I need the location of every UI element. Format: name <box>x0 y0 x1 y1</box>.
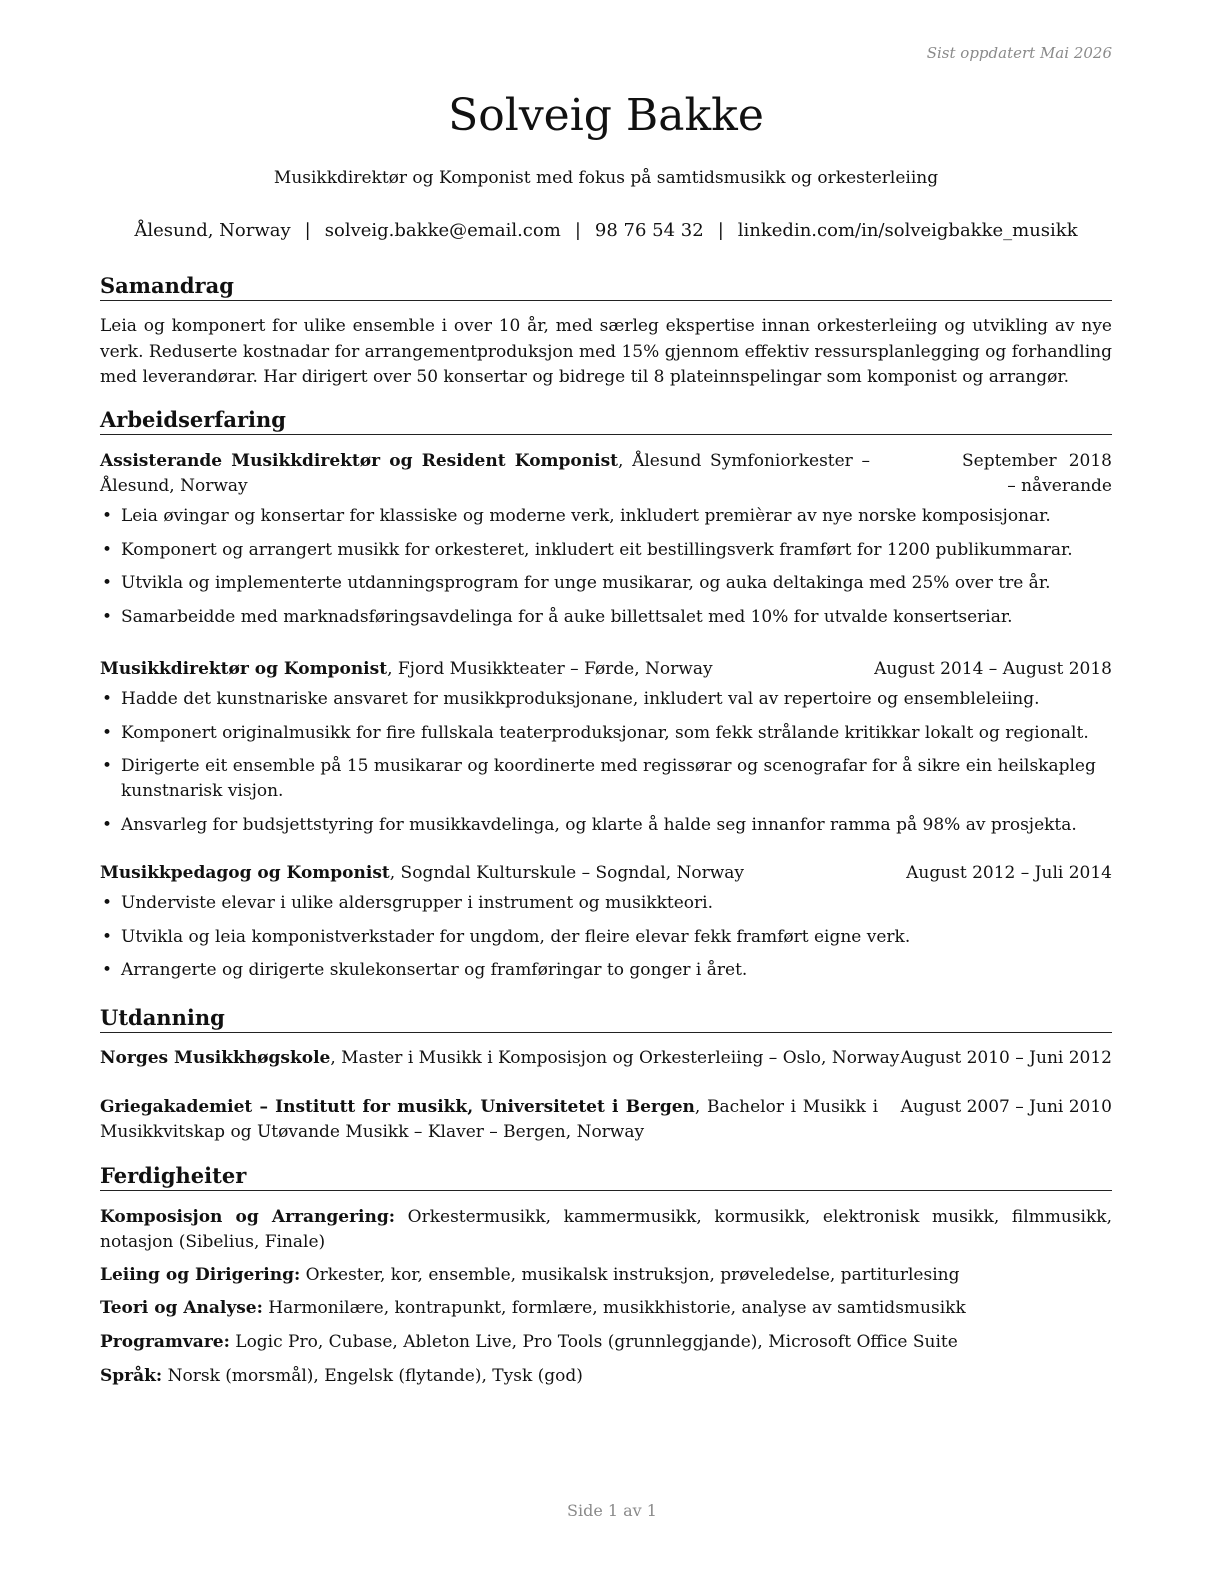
contact-line <box>100 218 1112 244</box>
education-line <box>100 1095 878 1145</box>
list-item: • Hadde det kunstnariske ansvaret for musikkproduksjonane, inkludert val av repertoire og ensembleleiing. <box>100 687 1112 712</box>
bullet-icon: • <box>102 756 113 776</box>
education-degree: , Bachelor i Musikk i Musikkvitskap og Utøvande Musikk – Klaver – Bergen, Norway <box>100 1097 878 1142</box>
page-number: Side 1 av 1 <box>567 1501 657 1520</box>
job-title-line <box>100 449 870 499</box>
bullet-icon: • <box>102 606 113 627</box>
job-role: Assisterande Musikkdirektør og Resident Komponist <box>100 451 618 471</box>
candidate-name: Solveig Bakke <box>448 90 764 141</box>
bullet-icon: • <box>102 689 113 709</box>
skill-value: Harmonilære, kontrapunkt, formlære, musikkhistorie, analyse av samtidsmusikk <box>262 1298 966 1318</box>
list-item: • Utvikla og implementerte utdanningsprogram for unge musikarar, og auka deltakinga med 25% over tre år. <box>100 571 1112 596</box>
job-bullets <box>100 891 1112 992</box>
job-bullets <box>100 687 1112 846</box>
education-degree: , Master i Musikk i Komposisjon og Orkesterleiing – Oslo, Norway <box>330 1048 900 1068</box>
list-item: • Ansvarleg for budsjettstyring for musikkavdelinga, og klarte å halde seg innanfor ramma på 98% av prosjekta. <box>100 813 1112 838</box>
education-dates: August 2010 – Juni 2012 <box>900 1048 1112 1068</box>
list-item: • Arrangerte og dirigerte skulekonsertar og framføringar to gonger i året. <box>100 958 1112 983</box>
job-title-line <box>100 657 713 682</box>
skill-label: Teori og Analyse: <box>100 1298 263 1318</box>
contact-location: Ålesund, Norway <box>134 220 291 241</box>
contact-separator: | <box>717 220 724 241</box>
contact-phone: 98 76 54 32 <box>594 220 704 241</box>
job-dates: August 2014 – August 2018 <box>874 659 1112 679</box>
list-item: • Komponert originalmusikk for fire fullskala teaterproduksjonar, som fekk strålande kritikkar lokalt og regionalt. <box>100 721 1112 746</box>
skill-label: Språk: <box>100 1366 163 1386</box>
contact-linkedin[interactable]: linkedin.com/in/solveigbakke_musikk <box>737 220 1078 241</box>
job-dates: September 2018 – nåverande <box>962 451 1112 496</box>
list-item: • Samarbeidde med marknadsføringsavdelinga for å auke billettsalet med 10% for utvalde konsertseriar. <box>100 605 1112 630</box>
job-employer: , Sogndal Kulturskule – Sogndal, Norway <box>389 863 745 883</box>
education-school: Norges Musikkhøgskole <box>100 1048 331 1068</box>
skill-row <box>100 1205 1112 1255</box>
contact-separator: | <box>574 220 581 241</box>
education-dates: August 2007 – Juni 2010 <box>900 1097 1112 1117</box>
contact-email[interactable]: solveig.bakke@email.com <box>324 220 561 241</box>
skill-value: Logic Pro, Cubase, Ableton Live, Pro Tools (grunnleggjande), Microsoft Office Suite <box>229 1332 958 1352</box>
job-employer: , Fjord Musikkteater – Førde, Norway <box>387 659 713 679</box>
list-item: • Komponert og arrangert musikk for orkesteret, inkludert eit bestillingsverk framført for 1200 publikummarar. <box>100 538 1112 563</box>
skill-label: Komposisjon og Arrangering: <box>100 1207 396 1227</box>
section-title-summary: Samandrag <box>100 272 1112 301</box>
bullet-icon: • <box>102 722 113 743</box>
list-item: • Leia øvingar og konsertar for klassiske og moderne verk, inkludert premièrar av nye norske komposisjonar. <box>100 504 1112 529</box>
skill-row <box>100 1296 1112 1321</box>
job-title-line <box>100 861 744 886</box>
skill-row <box>100 1330 1112 1355</box>
contact-separator: | <box>304 220 311 241</box>
skill-row <box>100 1263 1112 1288</box>
job-role: Musikkdirektør og Komponist <box>100 659 388 679</box>
job-header <box>100 657 1112 682</box>
bullet-icon: • <box>102 960 113 980</box>
education-school: Griegakademiet – Institutt for musikk, Universitetet i Bergen <box>100 1097 695 1117</box>
job-header <box>100 449 1112 499</box>
job-employer: , Ålesund Symfoniorkester – Ålesund, Norway <box>100 451 870 496</box>
skill-value: Orkestermusikk, kammermusikk, kormusikk, elektronisk musikk, filmmusikk, notasjon (Sibelius, Finale) <box>100 1207 1112 1252</box>
list-item: • Dirigerte eit ensemble på 15 musikarar og koordinerte med regissørar og scenografar for å sikre ein heilskapleg kunstnarisk visjon. <box>102 756 1096 801</box>
skill-label: Leiing og Dirigering: <box>100 1265 301 1285</box>
skill-row <box>100 1364 1112 1389</box>
section-title-experience: Arbeidserfaring <box>100 406 1112 435</box>
job-role: Musikkpedagog og Komponist <box>100 863 390 883</box>
job-header <box>100 861 1112 886</box>
section-title-skills: Ferdigheiter <box>100 1162 1112 1191</box>
education-line <box>100 1046 899 1071</box>
skill-value: Orkester, kor, ensemble, musikalsk instruksjon, prøveledelse, partiturlesing <box>300 1265 960 1285</box>
last-updated: Sist oppdatert Mai 2026 <box>926 44 1112 62</box>
list-item: • Underviste elevar i ulike aldersgrupper i instrument og musikkteori. <box>100 891 1112 916</box>
bullet-icon: • <box>102 539 113 560</box>
bullet-icon: • <box>102 506 113 526</box>
list-item: • Utvikla og leia komponistverkstader for ungdom, der fleire elevar fekk framført eigne verk. <box>100 925 1112 950</box>
skill-value: Norsk (morsmål), Engelsk (flytande), Tysk (god) <box>162 1366 583 1386</box>
bullet-icon: • <box>102 814 113 835</box>
job-bullets <box>100 504 1112 638</box>
summary-text: Leia og komponert for ulike ensemble i over 10 år, med særleg ekspertise innan orkesterleiing og utvikling av nye verk. Reduserte kostnadar for arrangementproduksjon med 15% gjennom effektiv ressursplanlegging og forhandling med leverandørar. Har dirigert over 50 konsertar og bidrege til 8 plateinnspelingar som komponist og arrangør. <box>100 316 1112 387</box>
bullet-icon: • <box>102 926 113 947</box>
section-title-education: Utdanning <box>100 1004 1112 1033</box>
candidate-headline: Musikkdirektør og Komponist med fokus på samtidsmusikk og orkesterleiing <box>273 168 939 188</box>
education-entry <box>100 1046 1112 1071</box>
bullet-icon: • <box>102 893 113 913</box>
job-dates: August 2012 – Juli 2014 <box>906 863 1112 883</box>
bullet-icon: • <box>102 573 113 593</box>
education-entry <box>100 1095 1112 1145</box>
skill-label: Programvare: <box>100 1332 230 1352</box>
